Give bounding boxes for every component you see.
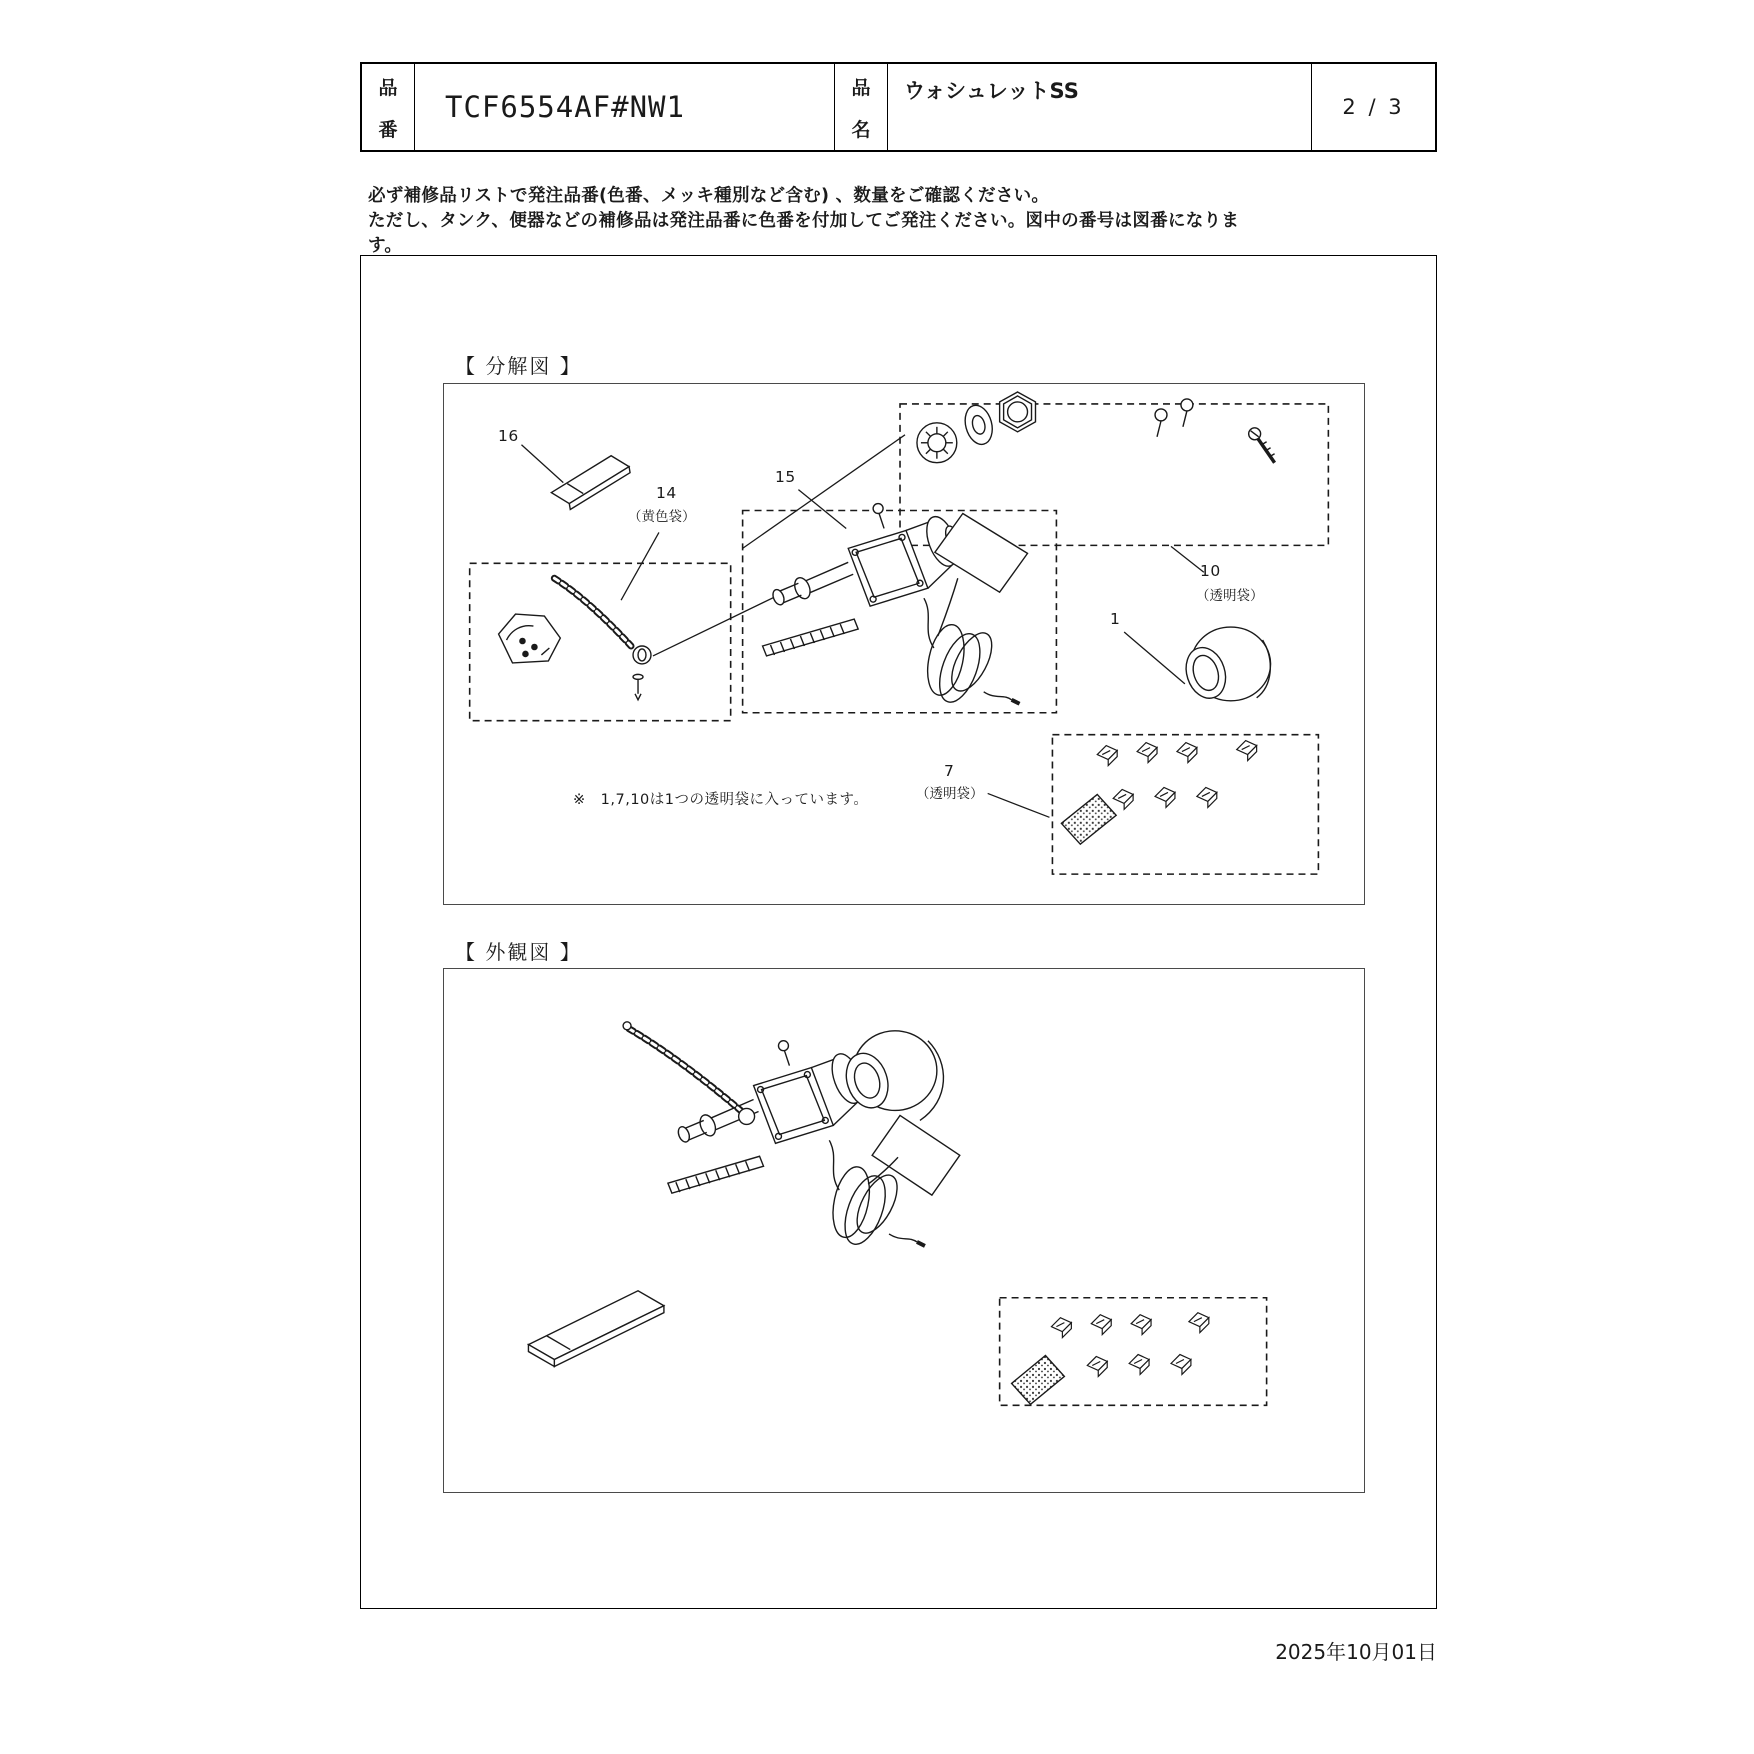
product-name-value: ウォシュレットSS [888, 64, 1312, 150]
product-name-label-char1: 品 [851, 77, 871, 99]
part-number-label-char2: 番 [378, 119, 398, 141]
part-label-7: 7 [944, 762, 955, 780]
appearance-view-title: 【 外観図 】 [455, 940, 582, 964]
part-label-10: 10 [1200, 562, 1221, 580]
part-label-14: 14 [656, 484, 677, 502]
product-name-label-char2: 名 [851, 119, 871, 141]
exploded-view-title: 【 分解図 】 [455, 354, 582, 378]
order-notice-line2: ただし、タンク、便器などの補修品は発注品番に色番を付加してご発注ください。図中の番号は図番になります。 [368, 211, 1240, 256]
appearance-view-box [443, 968, 1365, 1493]
title-block-table [360, 62, 1437, 152]
part-number-value: TCF6554AF#NW1 [415, 64, 835, 150]
page-indicator: 2 / 3 [1342, 95, 1405, 119]
order-notice-line1: 必ず補修品リストで発注品番(色番、メッキ種別など含む) 、数量をご確認ください。 [368, 186, 1050, 206]
issue-date: 2025年10月01日 [1275, 1640, 1437, 1664]
appearance-view-drawing [444, 969, 1364, 1492]
part-label-15: 15 [775, 468, 796, 486]
part-number-label-char1: 品 [378, 77, 398, 99]
part-bag-7: （透明袋） [916, 786, 984, 802]
order-notice [368, 184, 1268, 259]
product-name-label-cell [835, 64, 888, 150]
part-label-1: 1 [1110, 610, 1121, 628]
part-label-16: 16 [498, 427, 519, 445]
part-bag-14: （黄色袋） [628, 509, 696, 525]
exploded-view-box [443, 383, 1365, 905]
exploded-view-drawing [444, 384, 1364, 904]
part-number-label-cell [362, 64, 415, 150]
bag-note: ※ 1,7,10は1つの透明袋に入っています。 [573, 792, 869, 808]
part-bag-10: （透明袋） [1196, 588, 1264, 604]
